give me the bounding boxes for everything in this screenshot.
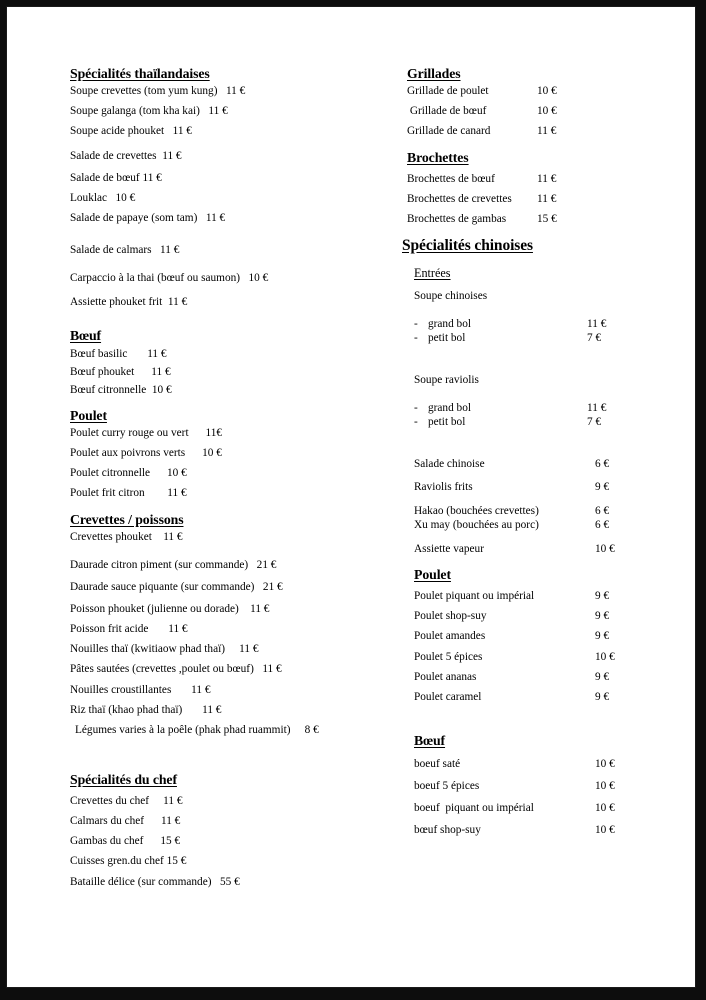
menu-item-row — [70, 662, 400, 676]
dash-bullet-icon: - — [414, 416, 418, 429]
item-price: 11 € — [202, 703, 222, 716]
item-name: boeuf piquant ou impérial — [414, 802, 534, 815]
item-price: 11 € — [172, 125, 192, 138]
menu-item-row — [402, 172, 687, 186]
menu-item-row — [70, 124, 400, 138]
menu-item-row — [70, 171, 400, 185]
item-name: Raviolis frits — [414, 480, 473, 493]
item-name: Poulet aux poivrons verts — [70, 447, 186, 460]
section-heading-boeuf-chinois: Bœuf — [414, 732, 446, 748]
item-price: 10 € — [595, 542, 615, 555]
item-name: Poulet citronnelle — [70, 467, 150, 480]
menu-item-row — [70, 426, 400, 440]
item-name: Poulet amandes — [414, 630, 486, 643]
item-name: Poulet shop-suy — [414, 610, 487, 623]
menu-item-row — [402, 542, 687, 556]
menu-item-row — [402, 518, 687, 532]
item-name: Assiette vapeur — [414, 542, 484, 555]
item-name: Assiette phouket frit — [70, 296, 163, 309]
item-price: 10 € — [248, 272, 269, 285]
item-name: Hakao (bouchées crevettes) — [414, 504, 539, 517]
item-price: 11 € — [250, 603, 270, 616]
item-name: Calmars du chef — [70, 815, 145, 828]
menu-item-row — [70, 530, 400, 544]
menu-item-row — [70, 466, 400, 480]
item-price: 10 € — [151, 383, 172, 396]
item-name: boeuf saté — [414, 758, 461, 771]
menu-item-row — [70, 558, 400, 572]
section-heading-crevettes-poissons: Crevettes / poissons — [70, 511, 184, 527]
dash-bullet-icon: - — [414, 317, 418, 330]
menu-item-row — [70, 834, 400, 848]
menu-option-row — [402, 317, 687, 331]
menu-item-row — [402, 192, 687, 206]
item-price: 21 € — [262, 581, 283, 594]
item-name: Daurade citron piment (sur commande) — [70, 558, 249, 571]
menu-item-row — [402, 84, 687, 98]
item-price: 10 € — [595, 824, 615, 837]
item-name: bœuf shop-suy — [414, 824, 481, 837]
item-price: 8 € — [304, 723, 319, 736]
item-name: Louklac — [70, 191, 108, 204]
item-name: Poulet curry rouge ou vert — [70, 427, 189, 440]
item-price: 11 € — [163, 795, 183, 808]
item-name: Grillade de canard — [407, 125, 491, 138]
menu-option-row — [402, 331, 687, 345]
menu-item-row — [70, 271, 400, 285]
menu-content — [7, 7, 695, 987]
section-heading-specialites-thailandaises: Spécialités thaïlandaises — [70, 66, 210, 81]
menu-item-row — [70, 347, 400, 361]
menu-item-row — [70, 446, 400, 460]
section-heading-poulet-chinois: Poulet — [414, 566, 451, 582]
item-price: 11 € — [160, 815, 181, 828]
option-name: grand bol — [428, 317, 471, 330]
item-name: Salade de calmars — [70, 244, 152, 256]
menu-item-row — [402, 757, 687, 771]
menu-item-row — [70, 602, 400, 616]
item-name: Soupe acide phouket — [70, 125, 165, 138]
item-price: 11 € — [239, 643, 259, 656]
item-name: Nouilles croustillantes — [70, 683, 172, 696]
menu-item-row — [70, 295, 400, 309]
menu-item-row — [402, 589, 687, 603]
menu-group-label: Soupe raviolis — [414, 374, 479, 387]
dash-bullet-icon: - — [414, 331, 418, 344]
item-price: 11 € — [208, 105, 228, 118]
item-price: 15 € — [537, 213, 557, 226]
item-price: 11 € — [147, 347, 167, 360]
option-name: grand bol — [428, 402, 471, 415]
menu-item-row — [402, 650, 687, 664]
item-price: 15 € — [160, 835, 181, 848]
item-name: Riz thaï (khao phad thaï) — [70, 703, 183, 716]
item-name: Bœuf citronnelle — [70, 383, 147, 396]
item-name: Brochettes de crevettes — [407, 192, 512, 205]
item-name: Pâtes sautées (crevettes ,poulet ou bœuf) — [70, 663, 254, 676]
item-name: Nouilles thaï (kwitiaow phad thaï) — [70, 643, 225, 656]
item-price: 11 € — [163, 530, 183, 543]
section-heading-boeuf: Bœuf — [70, 328, 102, 344]
item-name: Brochettes de gambas — [407, 213, 507, 226]
item-name: Salade de crevettes — [70, 149, 157, 162]
menu-item-row — [402, 457, 687, 471]
item-name: Légumes varies à la poêle (phak phad ruammit) — [75, 723, 291, 736]
menu-item-row — [402, 801, 687, 815]
menu-item-row — [402, 212, 687, 226]
menu-item-row — [70, 814, 400, 828]
item-name: boeuf 5 épices — [414, 780, 480, 793]
item-price: 10 € — [595, 758, 615, 771]
item-name: Daurade sauce piquante (sur commande) — [70, 581, 255, 594]
menu-item-row — [402, 629, 687, 643]
item-name: Grillade de poulet — [407, 85, 489, 98]
menu-item-row — [402, 690, 687, 704]
section-heading-brochettes: Brochettes — [407, 149, 469, 165]
option-name: petit bol — [428, 416, 466, 429]
item-name: Brochettes de bœuf — [407, 172, 495, 185]
menu-item-row — [402, 104, 687, 118]
menu-item-row — [70, 486, 400, 500]
item-name: Salade de papaye (som tam) — [70, 211, 198, 224]
item-price: 10 € — [537, 85, 557, 98]
item-name: Bœuf phouket — [70, 365, 135, 378]
item-name: Crevettes du chef — [70, 795, 150, 808]
section-heading-specialites-du-chef: Spécialités du chef — [70, 771, 177, 787]
item-name: Salade de bœuf — [70, 171, 140, 184]
menu-option-row — [402, 415, 687, 429]
item-price: 10 € — [595, 650, 615, 663]
item-name: Grillade de bœuf — [407, 105, 487, 118]
menu-item-row — [70, 191, 400, 205]
menu-item-row — [70, 703, 400, 717]
item-price: 9 € — [595, 630, 610, 643]
item-price: 10 € — [595, 802, 615, 815]
menu-item-row — [70, 794, 400, 808]
item-price: 11 € — [168, 623, 188, 636]
menu-item-row — [70, 211, 400, 225]
item-price: 10 € — [115, 191, 136, 204]
menu-item-row — [402, 670, 687, 684]
menu-item-row — [402, 609, 687, 623]
item-price: 11 € — [167, 296, 188, 309]
item-price: 11 € — [167, 487, 187, 500]
menu-item-row — [70, 383, 400, 397]
menu-column-left — [70, 65, 400, 889]
menu-item-row — [70, 243, 400, 257]
menu-item-row — [402, 124, 687, 138]
item-price: 9 € — [595, 480, 610, 493]
item-price: 55 € — [219, 875, 240, 888]
option-price: 7 € — [587, 416, 602, 429]
menu-option-row — [402, 401, 687, 415]
menu-item-row — [70, 683, 400, 697]
menu-item-row — [402, 480, 687, 494]
item-price: 10 € — [202, 447, 222, 460]
item-name: Soupe galanga (tom kha kai) — [70, 105, 200, 118]
item-price: 11 € — [262, 663, 282, 676]
menu-item-row — [70, 365, 400, 379]
menu-page — [7, 7, 695, 987]
item-price: 11 € — [151, 365, 171, 378]
item-price: 10 € — [166, 467, 187, 480]
item-price: 6 € — [595, 518, 610, 531]
menu-item-row — [70, 84, 400, 98]
item-name: Bataille délice (sur commande) — [70, 875, 212, 888]
option-price: 11 € — [587, 402, 607, 415]
item-name: Xu may (bouchées au porc) — [414, 518, 539, 531]
item-name: Crevettes phouket — [70, 530, 152, 543]
major-heading-specialites-chinoises: Spécialités chinoises — [402, 237, 533, 255]
section-heading-grillades: Grillades — [407, 66, 461, 81]
item-name: Salade chinoise — [414, 458, 485, 471]
option-price: 7 € — [587, 331, 602, 344]
menu-item-row — [70, 875, 400, 889]
item-price: 9 € — [595, 670, 610, 683]
item-price: 11 € — [537, 172, 557, 185]
item-name: Poulet caramel — [414, 690, 482, 703]
option-name: petit bol — [428, 331, 466, 344]
item-name: Poulet 5 épices — [414, 650, 483, 663]
item-price: 11 € — [160, 244, 180, 256]
item-price: 11 € — [191, 683, 211, 696]
item-name: Carpaccio à la thai (bœuf ou saumon) — [70, 272, 241, 285]
item-name: Poisson frit acide — [70, 623, 149, 636]
menu-column-right — [402, 65, 687, 838]
item-price: 6 € — [595, 458, 610, 471]
item-price: 21 € — [256, 558, 277, 571]
menu-item-row — [70, 723, 400, 737]
menu-item-row — [70, 854, 400, 868]
item-name: Cuisses gren.du chef — [70, 855, 164, 868]
item-name: Poulet frit citron — [70, 487, 145, 500]
menu-item-row — [402, 823, 687, 837]
item-name: Poulet piquant ou impérial — [414, 590, 535, 603]
item-price: 11 € — [537, 192, 557, 205]
menu-item-row — [402, 504, 687, 518]
item-name: Poulet ananas — [414, 670, 477, 683]
item-name: Soupe crevettes (tom yum kung) — [70, 85, 218, 98]
item-price: 11 € — [537, 125, 557, 138]
item-price: 15 € — [166, 855, 187, 868]
menu-item-row — [402, 779, 687, 793]
item-name: Poisson phouket (julienne ou dorade) — [70, 603, 239, 616]
item-price: 11 € — [162, 149, 182, 162]
section-heading-poulet: Poulet — [70, 407, 107, 423]
dash-bullet-icon: - — [414, 402, 418, 415]
item-price: 11 € — [205, 211, 226, 224]
menu-item-row — [70, 580, 400, 594]
menu-item-row — [70, 104, 400, 118]
option-price: 11 € — [587, 317, 607, 330]
item-price: 9 € — [595, 610, 610, 623]
menu-item-row — [70, 622, 400, 636]
item-price: 10 € — [537, 105, 557, 118]
menu-item-row — [70, 149, 400, 163]
item-price: 6 € — [595, 504, 610, 517]
item-name: Bœuf basilic — [70, 347, 128, 360]
item-price: 10 € — [595, 780, 615, 793]
subsection-heading-entrees: Entrées — [414, 265, 451, 280]
item-price: 9 € — [595, 590, 610, 603]
item-price: 11€ — [205, 427, 223, 440]
menu-item-row — [70, 642, 400, 656]
item-price: 11 € — [142, 171, 162, 184]
item-name: Gambas du chef — [70, 835, 144, 848]
menu-group-label: Soupe chinoises — [414, 289, 488, 302]
item-price: 11 € — [225, 85, 246, 98]
item-price: 9 € — [595, 690, 610, 703]
